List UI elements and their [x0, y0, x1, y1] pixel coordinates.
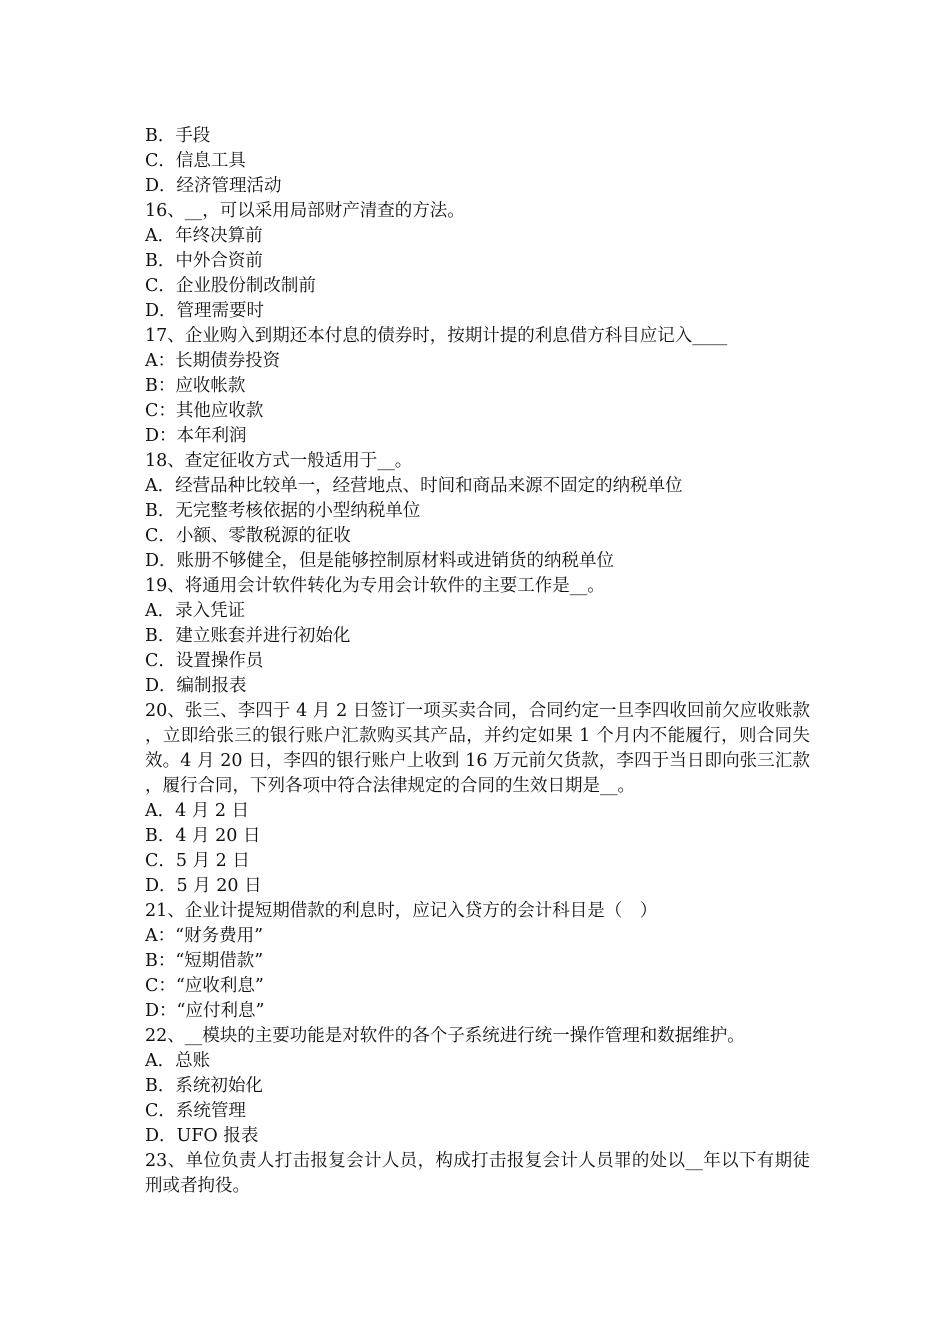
- question-21: 21、企业计提短期借款的利息时，应记入贷方的会计科目是（ ）: [145, 901, 658, 921]
- option-a: A．经营品种比较单一，经营地点、时间和商品来源不固定的纳税单位: [145, 476, 683, 496]
- option-d: D：本年利润: [145, 426, 247, 446]
- option-c: C：其他应收款: [145, 401, 264, 421]
- question-23: 23、单位负责人打击报复会计人员，构成打击报复会计人员罪的处以__年以下有期徒刑或者拘役。: [145, 1151, 810, 1196]
- option-d: D．经济管理活动: [145, 176, 282, 196]
- option-c: C．信息工具: [145, 151, 246, 171]
- option-b: B：“短期借款”: [145, 951, 264, 971]
- question-19: 19、将通用会计软件转化为专用会计软件的主要工作是__。: [145, 576, 605, 596]
- option-b: B：应收帐款: [145, 376, 246, 396]
- option-b: B．系统初始化: [145, 1076, 263, 1096]
- option-d: D：“应付利息”: [145, 1001, 265, 1021]
- option-d: D．管理需要时: [145, 301, 265, 321]
- question-18: 18、查定征收方式一般适用于__。: [145, 451, 413, 471]
- option-a: A．录入凭证: [145, 601, 246, 621]
- option-a: A：“财务费用”: [145, 926, 264, 946]
- option-b: B．手段: [145, 126, 211, 146]
- option-b: B．中外合资前: [145, 251, 263, 271]
- option-d: D．编制报表: [145, 676, 247, 696]
- option-a: A．4 月 2 日: [145, 801, 250, 821]
- question-17: 17、企业购入到期还本付息的债券时，按期计提的利息借方科目应记入____: [145, 326, 728, 346]
- option-c: C．系统管理: [145, 1101, 246, 1121]
- option-d: D．5 月 20 日: [145, 876, 262, 896]
- option-d: D．账册不够健全，但是能够控制原材料或进销货的纳税单位: [145, 551, 615, 571]
- option-c: C：“应收利息”: [145, 976, 264, 996]
- option-b: B．建立账套并进行初始化: [145, 626, 351, 646]
- option-a: A：长期债券投资: [145, 351, 281, 371]
- option-c: C．企业股份制改制前: [145, 276, 316, 296]
- option-c: C．小额、零散税源的征收: [145, 526, 351, 546]
- question-16: 16、__，可以采用局部财产清查的方法。: [145, 201, 465, 221]
- question-22: 22、__模块的主要功能是对软件的各个子系统进行统一操作管理和数据维护。: [145, 1026, 745, 1046]
- option-b: B．4 月 20 日: [145, 826, 261, 846]
- question-20: 20、张三、李四于 4 月 2 日签订一项买卖合同，合同约定一旦李四收回前欠应收账款，立即给张三的银行账户汇款购买其产品，并约定如果 1 个月内不能履行，则合同失效。4 月 20 日，李四的银行账户上收到 16 万元前欠货款，李四于当日即向张三汇款，履行合同，下列各项中符合法律规定的合同的生效日期是__。: [145, 701, 810, 796]
- option-c: C．设置操作员: [145, 651, 264, 671]
- option-a: A．总账: [145, 1051, 211, 1071]
- option-d: D．UFO 报表: [145, 1126, 259, 1146]
- option-a: A．年终决算前: [145, 226, 263, 246]
- option-c: C．5 月 2 日: [145, 851, 250, 871]
- document-content: [145, 124, 810, 1199]
- option-b: B．无完整考核依据的小型纳税单位: [145, 501, 421, 521]
